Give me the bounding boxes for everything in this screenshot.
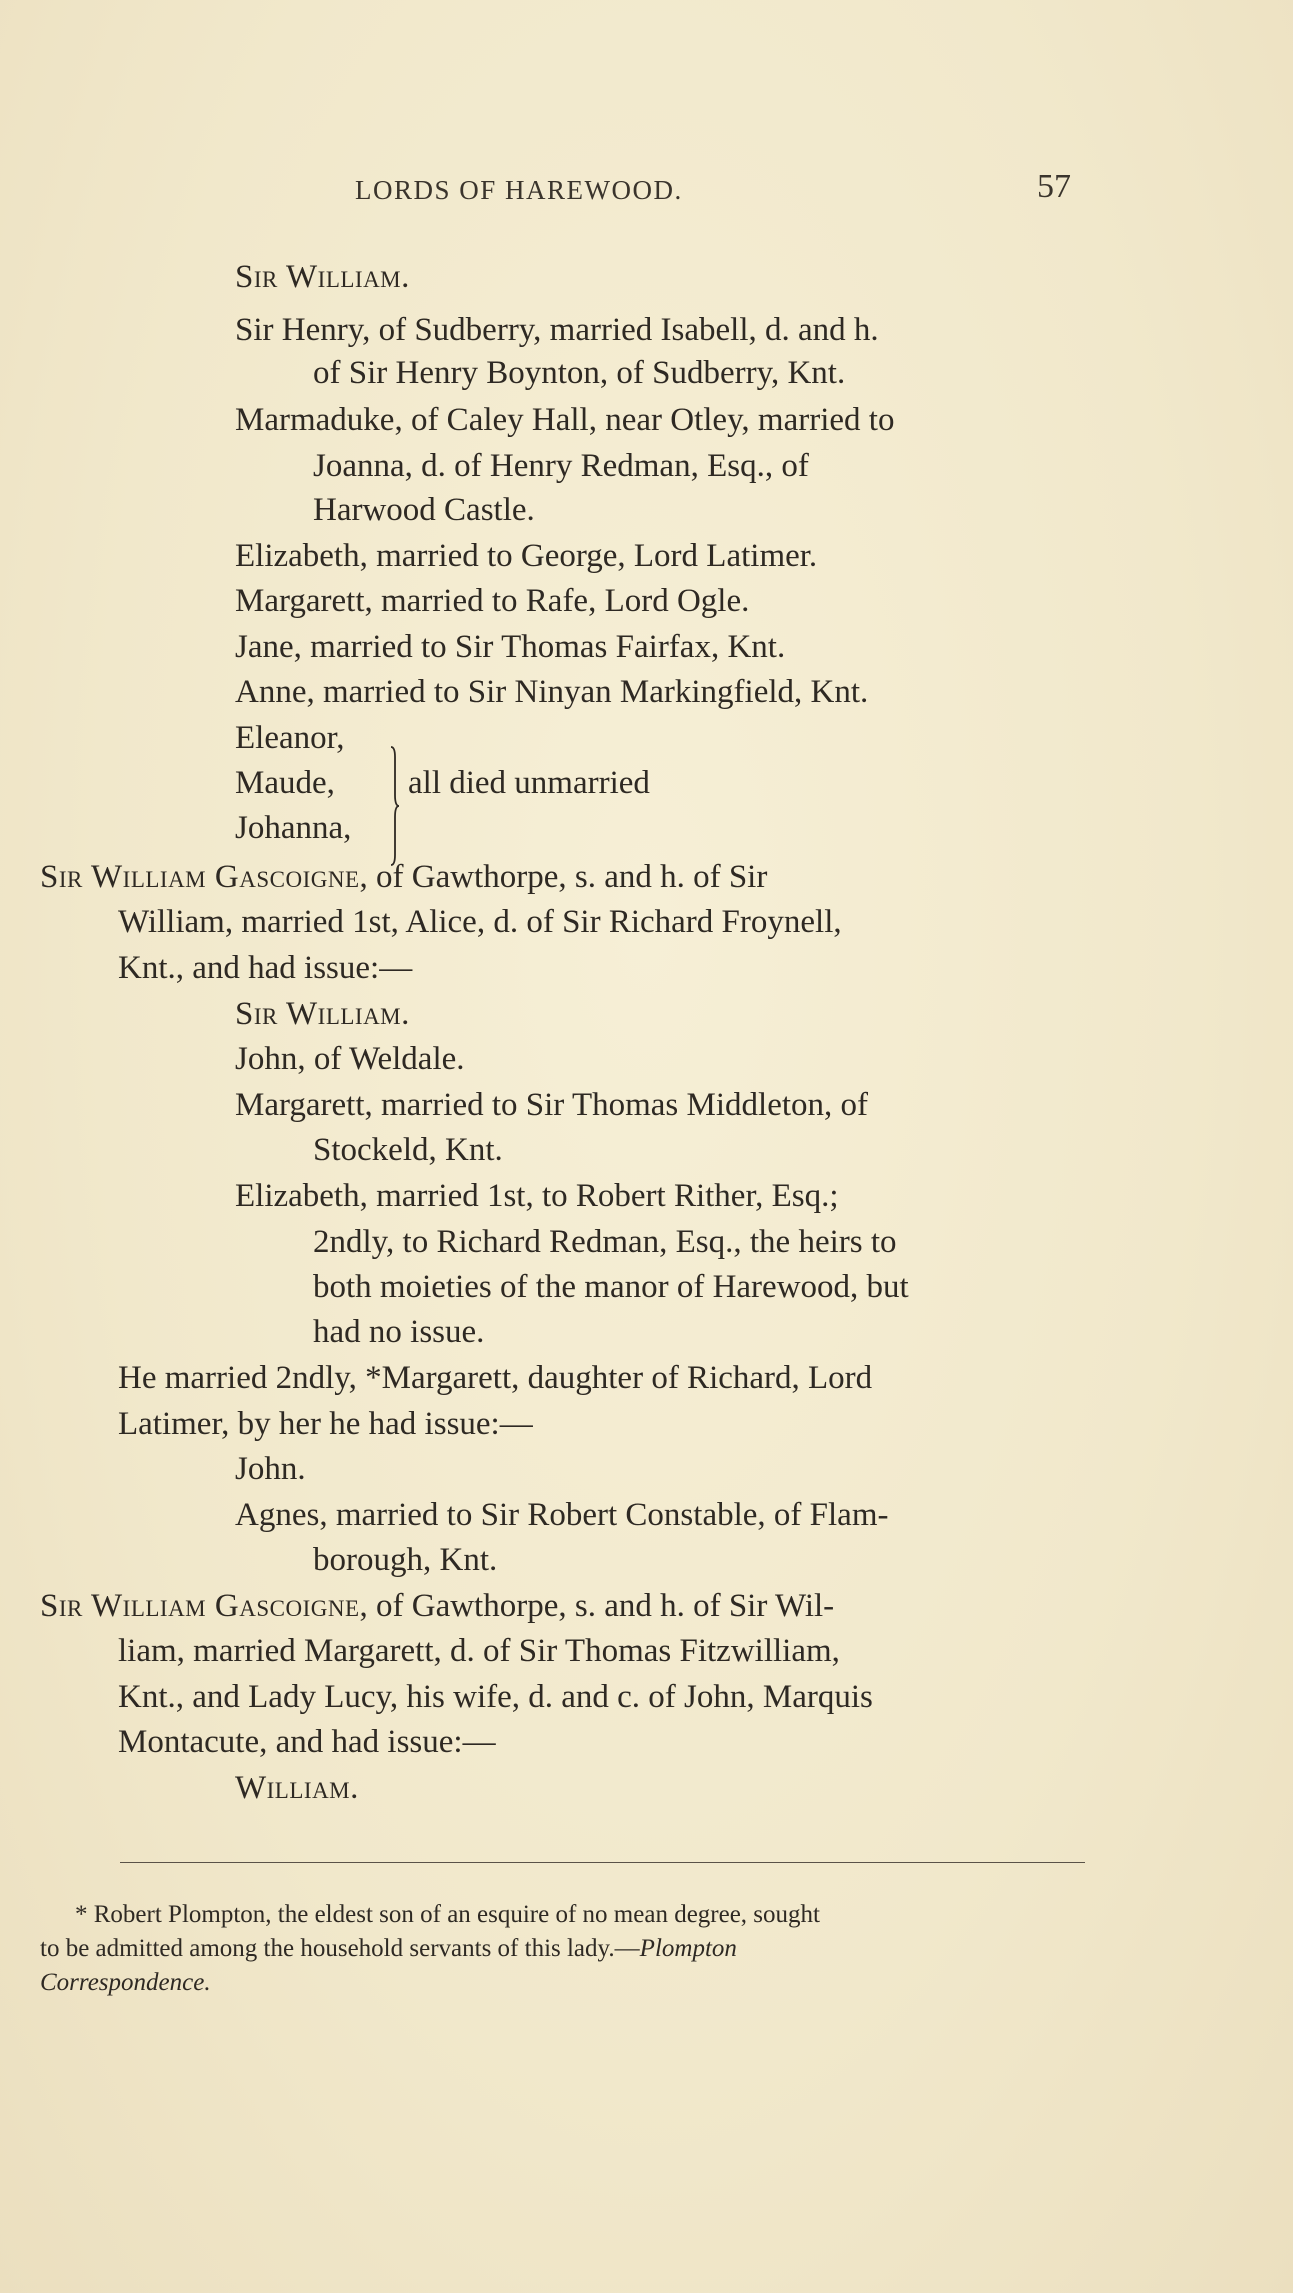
line-elizabeth-2-cont-2: both moieties of the manor of Harewood, but <box>313 1269 909 1305</box>
line-sir-william-1: Sir William. <box>235 259 410 295</box>
line-elizabeth-2-cont-1: 2ndly, to Richard Redman, Esq., the heirs to <box>313 1224 897 1260</box>
line-sir-william-gascoigne-1-rest: , of Gawthorpe, s. and h. of Sir <box>359 859 768 895</box>
line-elizabeth-2: Elizabeth, married 1st, to Robert Rither, Esq.; <box>235 1178 839 1214</box>
line-john-weldale: John, of Weldale. <box>235 1041 465 1077</box>
footnote-line-2-text: to be admitted among the household servants of this lady.— <box>40 1935 640 1962</box>
line-william: William. <box>235 1770 359 1806</box>
line-marmaduke-cont-2: Harwood Castle. <box>313 492 535 528</box>
name-sir-william-gascoigne-1: Sir William Gascoigne <box>40 859 360 895</box>
line-anne: Anne, married to Sir Ninyan Markingfield, Knt. <box>235 674 869 710</box>
line-married-margarett: liam, married Margarett, d. of Sir Thomas Fitzwilliam, <box>118 1633 840 1669</box>
line-jane: Jane, married to Sir Thomas Fairfax, Knt. <box>235 629 786 665</box>
line-margarett-2-cont: Stockeld, Knt. <box>313 1132 503 1168</box>
line-had-issue-1: Knt., and had issue:— <box>118 950 413 986</box>
line-married-2ndly: He married 2ndly, *Margarett, daughter of Richard, Lord <box>118 1360 873 1396</box>
line-sir-william-gascoigne-2 <box>40 1584 834 1628</box>
line-john: John. <box>235 1451 306 1487</box>
line-elizabeth-1: Elizabeth, married to George, Lord Latimer. <box>235 538 818 574</box>
line-eleanor: Eleanor, <box>235 720 345 756</box>
line-montacute: Montacute, and had issue:— <box>118 1724 496 1760</box>
line-sir-henry: Sir Henry, of Sudberry, married Isabell, d. and h. <box>235 312 879 348</box>
line-maude: Maude, <box>235 765 335 801</box>
curly-brace <box>390 745 400 867</box>
footnote-line-3: Correspondence. <box>40 1969 211 1996</box>
footnote-source-title: Plompton <box>639 1935 737 1962</box>
line-latimer-issue: Latimer, by her he had issue:— <box>118 1406 533 1442</box>
line-johanna: Johanna, <box>235 810 352 846</box>
footnote-line-2 <box>40 1932 737 1966</box>
line-sir-william-gascoigne-1 <box>40 855 767 899</box>
line-sir-william-2: Sir William. <box>235 996 410 1032</box>
line-sir-william-gascoigne-2-rest: , of Gawthorpe, s. and h. of Sir Wil- <box>359 1588 835 1624</box>
name-sir-william-gascoigne-2: Sir William Gascoigne <box>40 1588 360 1624</box>
line-agnes-cont: borough, Knt. <box>313 1542 498 1578</box>
footnote-rule <box>120 1862 1085 1863</box>
line-elizabeth-2-cont-3: had no issue. <box>313 1314 485 1350</box>
line-marmaduke-cont-1: Joanna, d. of Henry Redman, Esq., of <box>313 448 809 484</box>
line-married-alice: William, married 1st, Alice, d. of Sir Richard Froynell, <box>118 904 842 940</box>
line-sir-henry-cont: of Sir Henry Boynton, of Sudberry, Knt. <box>313 355 846 391</box>
line-lady-lucy: Knt., and Lady Lucy, his wife, d. and c. of John, Marquis <box>118 1679 873 1715</box>
brace-note: all died unmarried <box>408 765 650 801</box>
line-margarett-1: Margarett, married to Rafe, Lord Ogle. <box>235 583 750 619</box>
running-head: LORDS OF HAREWOOD. <box>355 175 683 205</box>
footnote-line-1: * Robert Plompton, the eldest son of an esquire of no mean degree, sought <box>75 1901 820 1928</box>
line-agnes: Agnes, married to Sir Robert Constable, of Flam- <box>235 1497 889 1533</box>
line-margarett-2: Margarett, married to Sir Thomas Middleton, of <box>235 1087 868 1123</box>
line-marmaduke: Marmaduke, of Caley Hall, near Otley, married to <box>235 402 895 438</box>
page-number: 57 <box>1037 168 1071 205</box>
